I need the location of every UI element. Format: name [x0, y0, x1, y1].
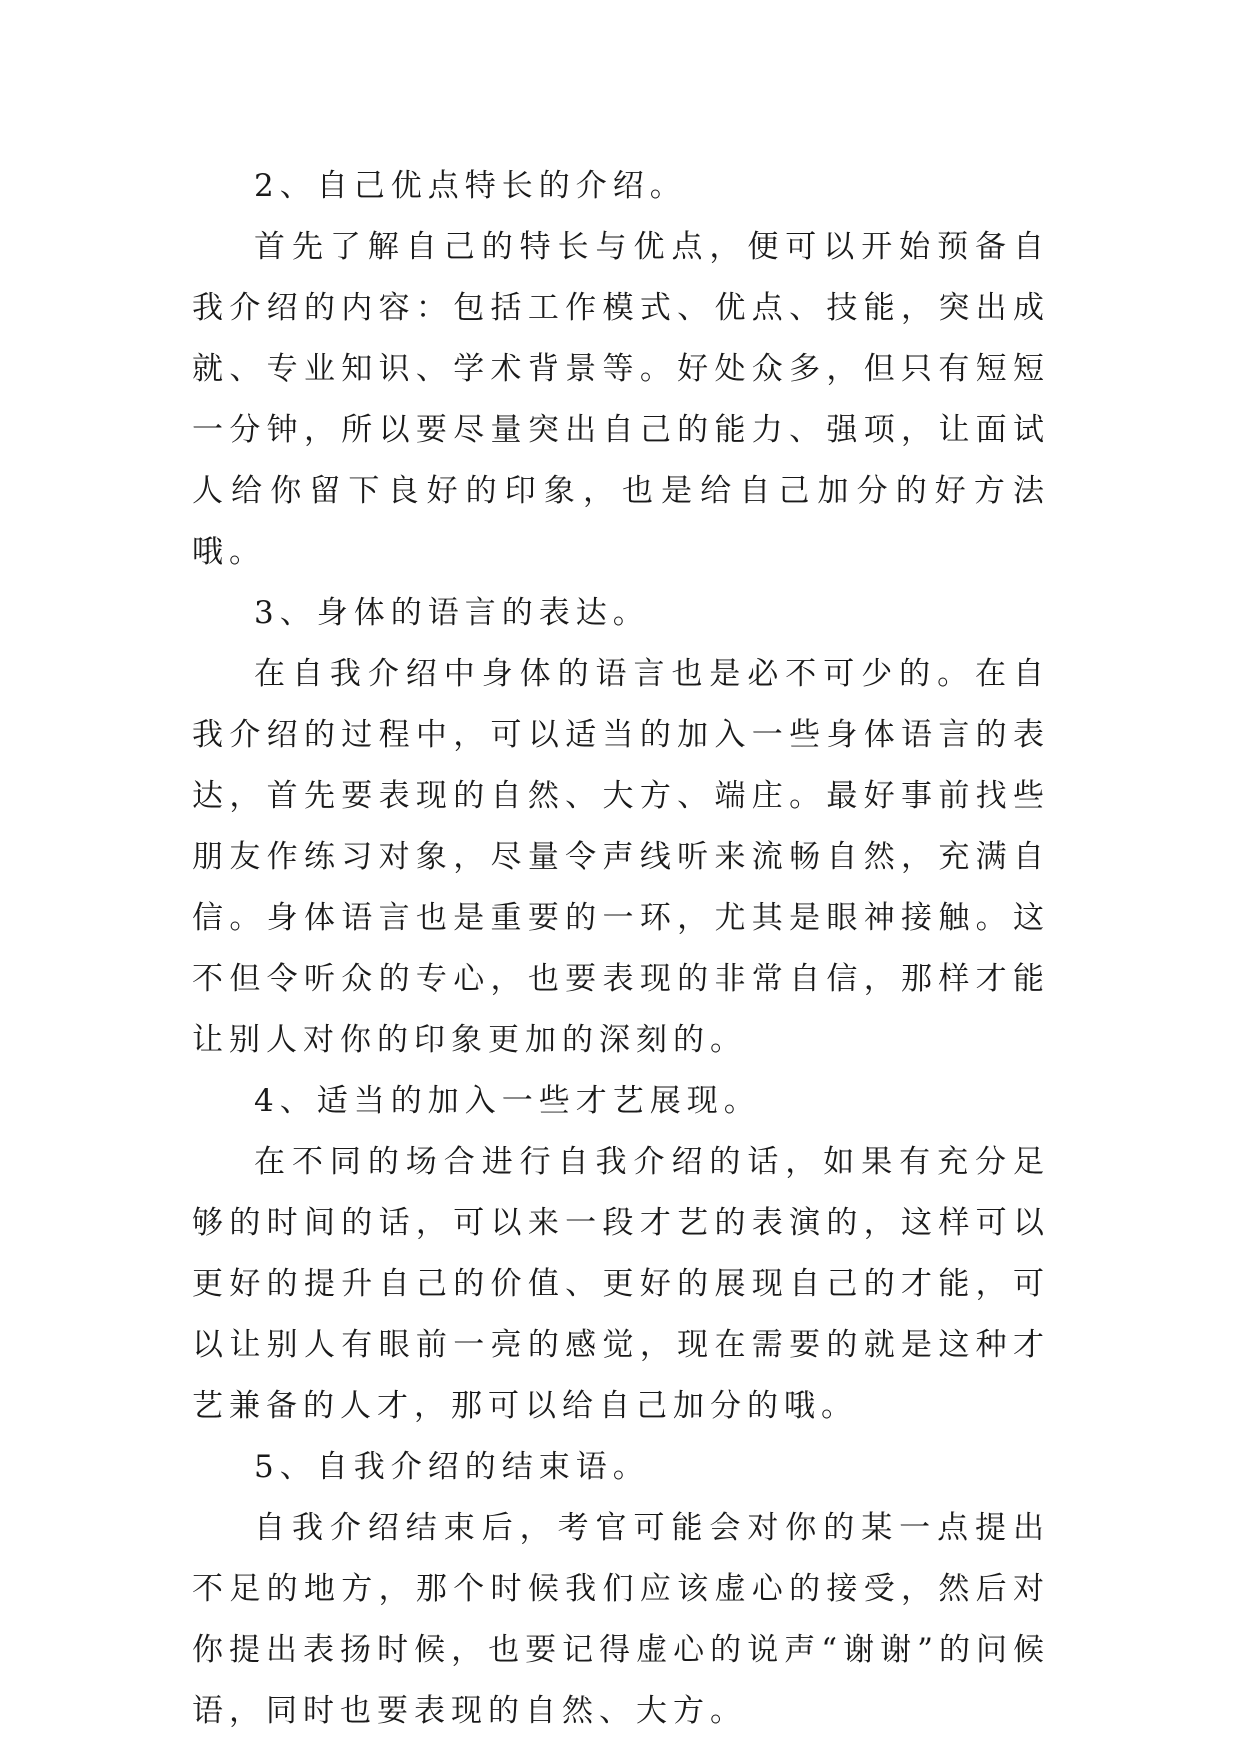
- heading-4-talent: 4、适当的加入一些才艺展现。: [254, 1083, 761, 1119]
- heading-3-body-language: 3、身体的语言的表达。: [254, 595, 650, 631]
- paragraph-closing: 自我介绍结束后，考官可能会对你的某一点提出不足的地方，那个时候我们应该虚心的接受，然后对你提出表扬时候，也要记得虚心的说声“谢谢”的问候语，同时也要表现的自然、大方。: [192, 1510, 1050, 1729]
- heading-5-closing: 5、自我介绍的结束语。: [254, 1449, 650, 1485]
- body-text: [192, 156, 1050, 1742]
- paragraph-body-language: 在自我介绍中身体的语言也是必不可少的。在自我介绍的过程中，可以适当的加入一些身体语言的表达，首先要表现的自然、大方、端庄。最好事前找些朋友作练习对象，尽量令声线听来流畅自然，充满自信。身体语言也是重要的一环，尤其是眼神接触。这不但令听众的专心，也要表现的非常自信，那样才能让别人对你的印象更加的深刻的。: [192, 656, 1050, 1058]
- paragraph-talent: 在不同的场合进行自我介绍的话，如果有充分足够的时间的话，可以来一段才艺的表演的，这样可以更好的提升自己的价值、更好的展现自己的才能，可以让别人有眼前一亮的感觉，现在需要的就是这种才艺兼备的人才，那可以给自己加分的哦。: [192, 1144, 1050, 1424]
- paragraph-strengths: 首先了解自己的特长与优点，便可以开始预备自我介绍的内容：包括工作模式、优点、技能，突出成就、专业知识、学术背景等。好处众多，但只有短短一分钟，所以要尽量突出自己的能力、强项，让面试人给你留下良好的印象，也是给自己加分的好方法哦。: [192, 229, 1050, 570]
- heading-2-strengths: 2、自己优点特长的介绍。: [254, 168, 687, 204]
